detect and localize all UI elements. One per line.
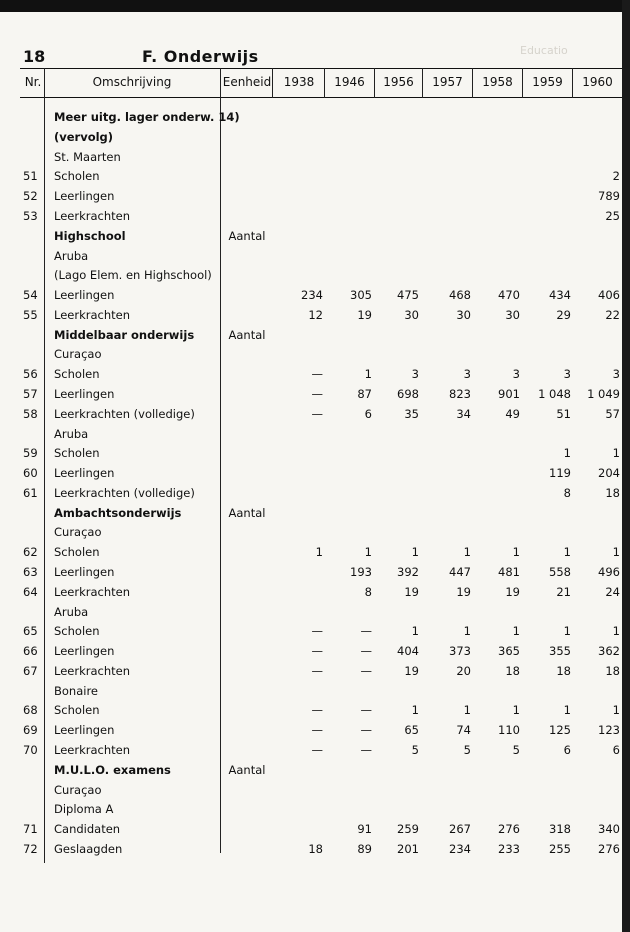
value-1956: 201 <box>397 841 419 856</box>
row-description: Scholen <box>54 446 100 461</box>
value-1959: 51 <box>556 406 571 421</box>
row-number: 55 <box>23 307 38 322</box>
value-1960: 1 049 <box>587 386 620 401</box>
row-number: 69 <box>23 723 38 738</box>
table-row <box>0 701 630 720</box>
value-1957: 1 <box>463 624 471 639</box>
row-description: (Lago Elem. en Highschool) <box>54 268 212 283</box>
row-description: Ambachtsonderwijs <box>54 505 182 520</box>
row-description: Leerkrachten <box>54 663 131 678</box>
value-1959: 1 <box>563 446 571 461</box>
value-1956: 30 <box>404 307 419 322</box>
value-1957: 20 <box>456 663 471 678</box>
value-1960: 1 <box>612 624 620 639</box>
value-1957: 5 <box>463 743 471 757</box>
row-number: 61 <box>23 485 38 500</box>
row-unit: Aantal <box>228 228 266 243</box>
row-number: 62 <box>23 545 38 560</box>
table-row <box>0 484 630 503</box>
value-1946: — <box>360 743 372 757</box>
value-1946: — <box>360 624 372 639</box>
row-number: 58 <box>23 406 38 421</box>
column-divider-unit <box>272 68 273 98</box>
row-description: Leerkrachten (volledige) <box>54 406 195 421</box>
row-description: Leerkrachten <box>54 208 131 223</box>
value-1938: 1 <box>315 545 323 560</box>
table-row <box>0 642 630 661</box>
value-1957: 19 <box>456 584 471 599</box>
value-1956: 35 <box>404 406 419 421</box>
table-row <box>0 523 630 542</box>
value-1946: — <box>360 663 372 678</box>
value-1959: 318 <box>549 822 571 837</box>
header-year-1938: 1938 <box>283 75 315 89</box>
row-description: M.U.L.O. examens <box>54 762 171 777</box>
value-1957: 373 <box>449 644 471 659</box>
table-row <box>0 682 630 701</box>
header-year-1958: 1958 <box>482 75 513 89</box>
value-1959: 29 <box>556 307 571 322</box>
table-row <box>0 148 630 167</box>
scan-top-edge <box>0 0 630 12</box>
row-description: Leerlingen <box>54 723 115 738</box>
row-description: Diploma A <box>54 802 114 817</box>
table-row <box>0 741 630 760</box>
value-1960: 18 <box>605 663 620 678</box>
value-1960: 18 <box>605 485 620 500</box>
row-unit: Aantal <box>228 505 266 520</box>
value-1946: 8 <box>364 584 372 599</box>
table-row <box>0 108 630 127</box>
value-1938: — <box>311 644 323 659</box>
value-1957: 74 <box>456 723 471 738</box>
row-description: Scholen <box>54 367 100 382</box>
row-description: Leerkrachten <box>54 743 131 757</box>
row-number: 54 <box>23 288 38 302</box>
table-row <box>0 227 630 246</box>
value-1960: 204 <box>598 466 620 480</box>
value-1960: 340 <box>598 822 620 837</box>
table-row <box>0 543 630 562</box>
table-row <box>0 444 630 463</box>
value-1958: 1 <box>512 624 520 639</box>
value-1956: 392 <box>397 564 419 579</box>
row-number: 64 <box>23 584 38 599</box>
value-1958: 481 <box>498 564 520 579</box>
value-1960: 3 <box>612 367 620 382</box>
table-row <box>0 385 630 404</box>
row-number: 57 <box>23 386 38 401</box>
row-number: 72 <box>23 841 38 856</box>
value-1960: 6 <box>612 743 620 757</box>
row-description: Highschool <box>54 228 126 243</box>
value-1938: — <box>311 743 323 757</box>
row-description: Scholen <box>54 624 100 639</box>
value-1938: 234 <box>301 288 323 302</box>
value-1956: 1 <box>411 624 419 639</box>
row-description: Scholen <box>54 545 100 560</box>
value-1946: 305 <box>350 288 372 302</box>
value-1960: 57 <box>605 406 620 421</box>
value-1946: 193 <box>350 564 372 579</box>
row-description: Scholen <box>54 169 100 184</box>
row-description: Geslaagden <box>54 841 123 856</box>
value-1959: 3 <box>563 367 571 382</box>
value-1956: 3 <box>411 367 419 382</box>
header-bottom-rule <box>20 97 622 98</box>
header-year-1957: 1957 <box>432 75 463 89</box>
row-number: 71 <box>23 822 38 837</box>
value-1957: 1 <box>463 545 471 560</box>
value-1946: — <box>360 644 372 659</box>
header-year-1960: 1960 <box>582 75 613 89</box>
table-row <box>0 405 630 424</box>
value-1959: 119 <box>549 466 571 480</box>
value-1959: 1 <box>563 703 571 718</box>
value-1957: 3 <box>463 367 471 382</box>
value-1960: 1 <box>612 703 620 718</box>
page-number: 18 <box>23 47 46 66</box>
value-1958: 19 <box>505 584 520 599</box>
value-1938: — <box>311 723 323 738</box>
row-description: Candidaten <box>54 822 121 837</box>
row-description: (vervolg) <box>54 129 114 144</box>
value-1960: 362 <box>598 644 620 659</box>
value-1956: 19 <box>404 584 419 599</box>
value-1946: — <box>360 703 372 718</box>
value-1958: 233 <box>498 841 520 856</box>
table-row <box>0 247 630 266</box>
table-row <box>0 128 630 147</box>
value-1960: 406 <box>598 288 620 302</box>
row-number: 70 <box>23 743 38 757</box>
value-1960: 22 <box>605 307 620 322</box>
row-description: Curaçao <box>54 347 102 362</box>
row-number: 68 <box>23 703 38 718</box>
table-row <box>0 187 630 206</box>
row-number: 53 <box>23 208 38 223</box>
value-1957: 234 <box>449 841 471 856</box>
value-1958: 5 <box>512 743 520 757</box>
value-1960: 24 <box>605 584 620 599</box>
table-row <box>0 583 630 602</box>
value-1958: 49 <box>505 406 520 421</box>
value-1938: — <box>311 663 323 678</box>
header-nr: Nr. <box>24 75 42 89</box>
row-description: Middelbaar onderwijs <box>54 327 195 342</box>
value-1956: 5 <box>411 743 419 757</box>
row-description: Leerlingen <box>54 466 115 480</box>
value-1956: 1 <box>411 703 419 718</box>
bleed-through-text: Educatio <box>520 44 568 57</box>
row-description: Scholen <box>54 703 100 718</box>
table-row <box>0 662 630 681</box>
table-row <box>0 345 630 364</box>
table-top-rule <box>20 68 622 69</box>
table-row <box>0 800 630 819</box>
value-1938: — <box>311 703 323 718</box>
table-row <box>0 820 630 839</box>
value-1958: 110 <box>498 723 520 738</box>
value-1956: 475 <box>397 288 419 302</box>
value-1957: 30 <box>456 307 471 322</box>
table-row <box>0 563 630 582</box>
value-1960: 123 <box>598 723 620 738</box>
table-row <box>0 266 630 285</box>
header-year-1946: 1946 <box>334 75 365 89</box>
table-row <box>0 781 630 800</box>
value-1957: 267 <box>449 822 471 837</box>
value-1957: 34 <box>456 406 471 421</box>
value-1938: — <box>311 406 323 421</box>
value-1957: 447 <box>449 564 471 579</box>
value-1946: 89 <box>357 841 372 856</box>
section-title: F. Onderwijs <box>142 47 259 66</box>
row-number: 52 <box>23 189 38 204</box>
value-1958: 30 <box>505 307 520 322</box>
table-row <box>0 207 630 226</box>
value-1946: 1 <box>364 367 372 382</box>
value-1958: 365 <box>498 644 520 659</box>
table-row <box>0 603 630 622</box>
value-1958: 276 <box>498 822 520 837</box>
value-1959: 434 <box>549 288 571 302</box>
row-number: 51 <box>23 169 38 184</box>
row-description: Leerkrachten (volledige) <box>54 485 195 500</box>
value-1959: 1 048 <box>538 386 571 401</box>
row-number: 65 <box>23 624 38 639</box>
value-1958: 1 <box>512 545 520 560</box>
value-1946: 1 <box>364 545 372 560</box>
row-description: Leerlingen <box>54 288 115 302</box>
value-1938: — <box>311 386 323 401</box>
row-description: Meer uitg. lager onderw. 14) <box>54 110 240 124</box>
value-1959: 8 <box>563 485 571 500</box>
value-1958: 18 <box>505 663 520 678</box>
value-1960: 496 <box>598 564 620 579</box>
row-unit: Aantal <box>228 327 266 342</box>
row-description: Leerlingen <box>54 564 115 579</box>
value-1946: — <box>360 723 372 738</box>
value-1946: 6 <box>364 406 372 421</box>
value-1956: 259 <box>397 822 419 837</box>
table-row <box>0 167 630 186</box>
row-description: Leerkrachten <box>54 307 131 322</box>
header-eenheid: Eenheid <box>222 75 272 89</box>
row-description: Leerlingen <box>54 386 115 401</box>
value-1956: 404 <box>397 644 419 659</box>
row-description: Leerkrachten <box>54 584 131 599</box>
value-1956: 1 <box>411 545 419 560</box>
value-1959: 558 <box>549 564 571 579</box>
value-1959: 355 <box>549 644 571 659</box>
row-number: 63 <box>23 564 38 579</box>
row-description: Curaçao <box>54 782 102 797</box>
row-description: Aruba <box>54 248 89 263</box>
row-number: 60 <box>23 466 38 480</box>
value-1959: 255 <box>549 841 571 856</box>
value-1959: 6 <box>563 743 571 757</box>
row-description: Leerlingen <box>54 189 115 204</box>
value-1946: 19 <box>357 307 372 322</box>
value-1956: 19 <box>404 663 419 678</box>
value-1938: 12 <box>308 307 323 322</box>
value-1960: 2 <box>612 169 620 184</box>
table-row <box>0 425 630 444</box>
value-1960: 789 <box>598 189 620 204</box>
table-row <box>0 761 630 780</box>
value-1956: 65 <box>404 723 419 738</box>
row-description: Curaçao <box>54 525 102 540</box>
value-1938: 18 <box>308 841 323 856</box>
value-1960: 276 <box>598 841 620 856</box>
table-row <box>0 306 630 325</box>
value-1957: 823 <box>449 386 471 401</box>
value-1959: 125 <box>549 723 571 738</box>
value-1959: 18 <box>556 663 571 678</box>
table-row <box>0 840 630 859</box>
value-1958: 470 <box>498 288 520 302</box>
row-number: 59 <box>23 446 38 461</box>
value-1958: 3 <box>512 367 520 382</box>
value-1946: 91 <box>357 822 372 837</box>
value-1960: 25 <box>605 208 620 223</box>
row-description: St. Maarten <box>54 149 121 164</box>
value-1957: 468 <box>449 288 471 302</box>
value-1956: 698 <box>397 386 419 401</box>
row-description: Leerlingen <box>54 644 115 659</box>
table-row <box>0 286 630 305</box>
header-omschrijving: Omschrijving <box>92 75 172 89</box>
value-1959: 1 <box>563 545 571 560</box>
header-year-1956: 1956 <box>383 75 414 89</box>
row-number: 56 <box>23 367 38 382</box>
row-number: 66 <box>23 644 38 659</box>
table-row <box>0 464 630 483</box>
table-row <box>0 326 630 345</box>
row-description: Aruba <box>54 604 89 619</box>
row-description: Bonaire <box>54 683 99 698</box>
header-year-1959: 1959 <box>532 75 563 89</box>
row-description: Aruba <box>54 426 89 441</box>
table-row <box>0 504 630 523</box>
value-1946: 87 <box>357 386 372 401</box>
value-1959: 21 <box>556 584 571 599</box>
table-row <box>0 622 630 641</box>
value-1958: 901 <box>498 386 520 401</box>
table-row <box>0 721 630 740</box>
value-1938: — <box>311 367 323 382</box>
value-1959: 1 <box>563 624 571 639</box>
row-number: 67 <box>23 663 38 678</box>
row-unit: Aantal <box>228 762 266 777</box>
value-1957: 1 <box>463 703 471 718</box>
value-1958: 1 <box>512 703 520 718</box>
value-1960: 1 <box>612 446 620 461</box>
value-1960: 1 <box>612 545 620 560</box>
table-row <box>0 365 630 384</box>
value-1938: — <box>311 624 323 639</box>
